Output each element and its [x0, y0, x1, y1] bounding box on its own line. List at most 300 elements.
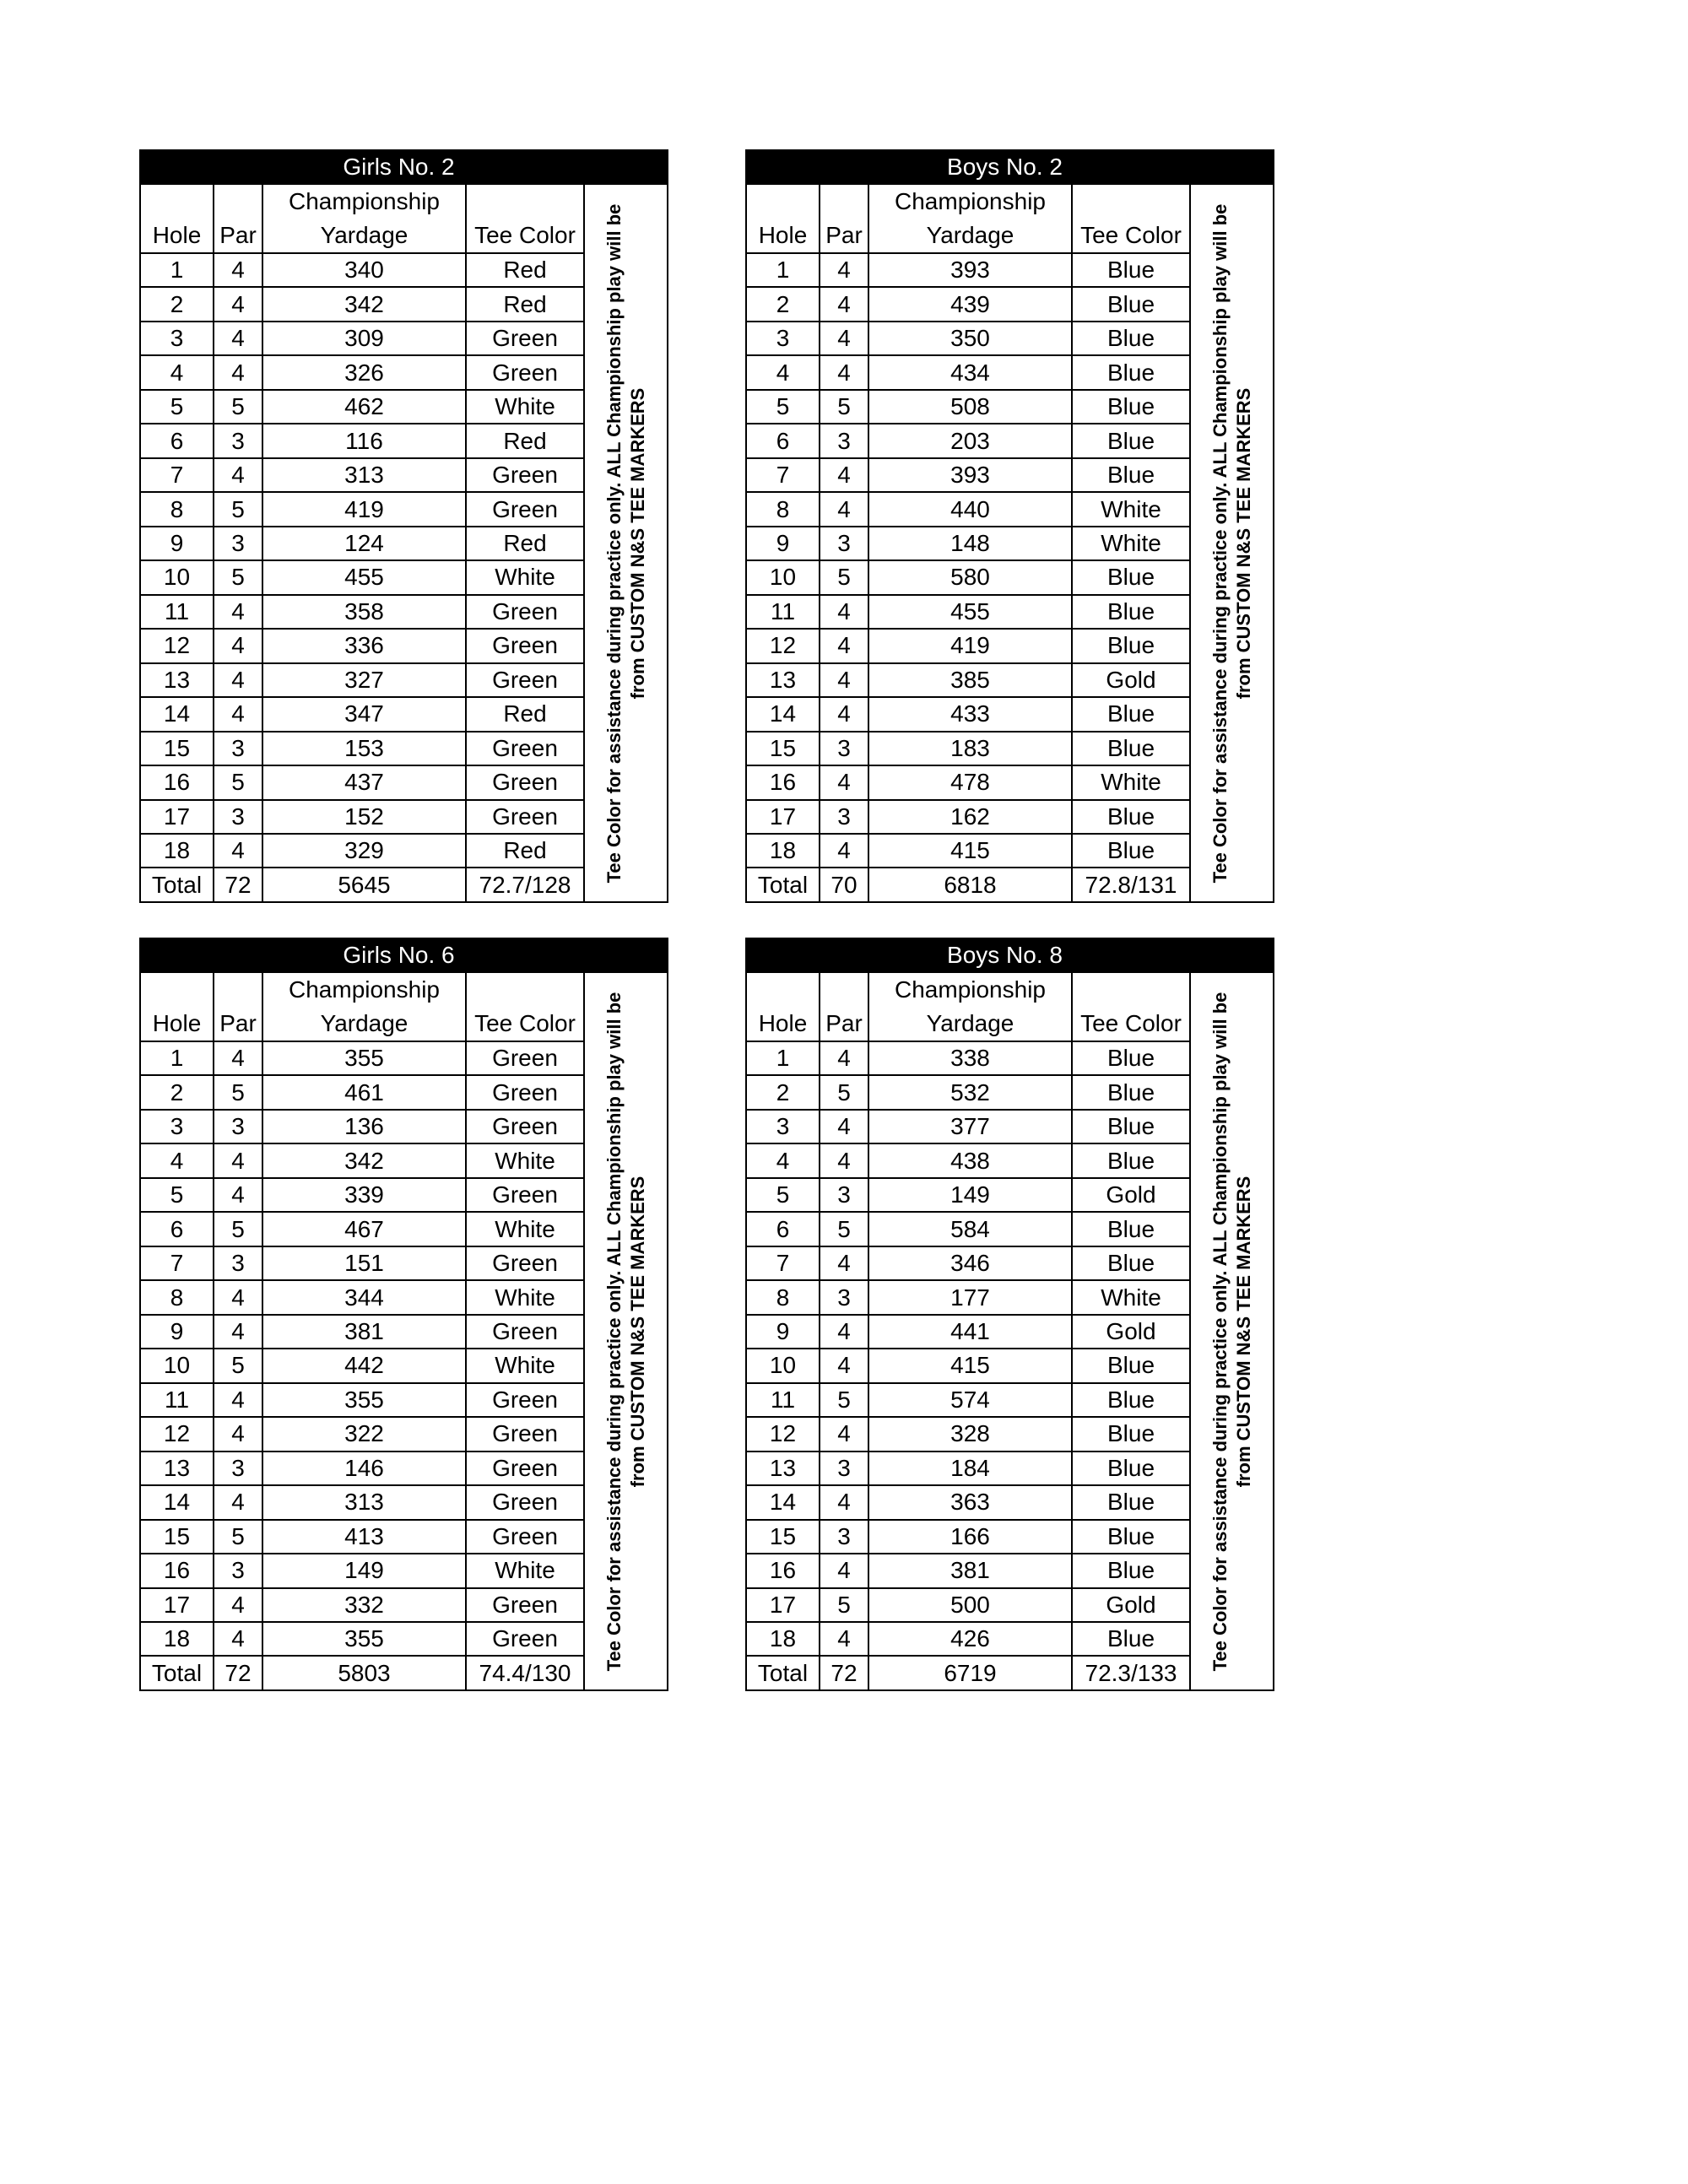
par-cell: 4: [214, 253, 262, 287]
hole-cell: 5: [746, 390, 820, 424]
par-cell: 4: [820, 697, 868, 731]
tee-color-cell: Blue: [1072, 595, 1190, 629]
par-cell: 3: [214, 1554, 262, 1587]
par-cell: 4: [214, 1178, 262, 1212]
card-title: Girls No. 2: [214, 150, 584, 184]
yardage-cell: 184: [868, 1451, 1072, 1485]
tee-color-cell: Blue: [1072, 458, 1190, 492]
tee-color-cell: Blue: [1072, 834, 1190, 868]
total-par: 72: [214, 1656, 262, 1690]
hole-cell: 2: [746, 287, 820, 321]
yardage-cell: 393: [868, 458, 1072, 492]
hole-cell: 17: [140, 1588, 214, 1622]
yardage-cell: 332: [262, 1588, 466, 1622]
hole-cell: 15: [140, 1520, 214, 1554]
yardage-cell: 478: [868, 765, 1072, 799]
total-yardage: 5645: [262, 868, 466, 902]
tee-color-cell: Green: [466, 1451, 584, 1485]
hole-cell: 9: [140, 1315, 214, 1349]
par-cell: 4: [820, 1246, 868, 1280]
tee-color-cell: Blue: [1072, 253, 1190, 287]
par-cell: 4: [214, 1588, 262, 1622]
yardage-cell: 467: [262, 1212, 466, 1246]
yardage-cell: 381: [868, 1554, 1072, 1587]
hole-cell: 1: [746, 1041, 820, 1075]
tee-color-cell: Green: [466, 800, 584, 834]
par-cell: 4: [214, 1383, 262, 1417]
yardage-cell: 327: [262, 663, 466, 697]
tee-color-cell: Blue: [1072, 1383, 1190, 1417]
hole-cell: 13: [140, 663, 214, 697]
tee-color-cell: Blue: [1072, 1485, 1190, 1519]
scorecard-table: [139, 149, 668, 903]
par-cell: 4: [820, 1554, 868, 1587]
yardage-cell: 329: [262, 834, 466, 868]
hole-cell: 3: [140, 322, 214, 355]
yardage-header-line2: Yardage: [868, 1007, 1072, 1041]
hole-cell: 13: [746, 663, 820, 697]
yardage-header-line1: Championship: [868, 184, 1072, 219]
yardage-cell: 328: [868, 1417, 1072, 1451]
tee-color-cell: Blue: [1072, 697, 1190, 731]
hole-cell: 7: [746, 1246, 820, 1280]
tee-color-cell: White: [466, 1143, 584, 1177]
par-cell: 4: [820, 322, 868, 355]
tee-color-cell: Green: [466, 1417, 584, 1451]
par-cell: 4: [820, 663, 868, 697]
tee-color-cell: Green: [466, 1622, 584, 1656]
par-cell: 4: [820, 253, 868, 287]
par-cell: 4: [820, 1485, 868, 1519]
yardage-header-line1: Championship: [262, 972, 466, 1007]
par-cell: 3: [214, 732, 262, 765]
yardage-cell: 439: [868, 287, 1072, 321]
yardage-header-line1: Championship: [262, 184, 466, 219]
tee-color-cell: Green: [466, 1485, 584, 1519]
hole-cell: 8: [746, 492, 820, 526]
par-header: Par: [820, 1007, 868, 1041]
par-cell: 4: [820, 1041, 868, 1075]
hole-cell: 9: [140, 527, 214, 560]
tee-color-cell: Green: [466, 1178, 584, 1212]
par-cell: 3: [820, 732, 868, 765]
par-cell: 3: [214, 1451, 262, 1485]
yardage-cell: 344: [262, 1280, 466, 1314]
card-title: Boys No. 2: [820, 150, 1190, 184]
par-cell: 3: [820, 1520, 868, 1554]
tee-color-cell: White: [1072, 492, 1190, 526]
yardage-cell: 146: [262, 1451, 466, 1485]
yardage-cell: 508: [868, 390, 1072, 424]
hole-cell: 10: [140, 1349, 214, 1382]
hole-cell: 5: [140, 390, 214, 424]
tee-color-cell: Green: [466, 1383, 584, 1417]
yardage-cell: 136: [262, 1110, 466, 1143]
yardage-cell: 434: [868, 355, 1072, 389]
yardage-cell: 381: [262, 1315, 466, 1349]
yardage-cell: 433: [868, 697, 1072, 731]
par-cell: 5: [820, 1075, 868, 1109]
total-yardage: 5803: [262, 1656, 466, 1690]
hole-cell: 6: [746, 1212, 820, 1246]
yardage-header-line2: Yardage: [868, 219, 1072, 253]
hole-cell: 14: [140, 1485, 214, 1519]
card-title: Girls No. 6: [214, 938, 584, 972]
yardage-cell: 426: [868, 1622, 1072, 1656]
yardage-cell: 313: [262, 1485, 466, 1519]
par-cell: 3: [820, 527, 868, 560]
hole-cell: 10: [746, 1349, 820, 1382]
par-cell: 5: [820, 1383, 868, 1417]
par-cell: 4: [214, 697, 262, 731]
par-cell: 4: [820, 765, 868, 799]
tee-color-cell: Red: [466, 834, 584, 868]
par-cell: 4: [214, 355, 262, 389]
par-cell: 5: [820, 390, 868, 424]
yardage-cell: 415: [868, 834, 1072, 868]
hole-cell: 10: [746, 560, 820, 594]
tee-color-cell: Blue: [1072, 287, 1190, 321]
tee-color-cell: White: [466, 1212, 584, 1246]
yardage-header-line2: Yardage: [262, 1007, 466, 1041]
tee-color-cell: Blue: [1072, 629, 1190, 662]
hole-header: Hole: [746, 219, 820, 253]
yardage-cell: 116: [262, 424, 466, 457]
hole-cell: 14: [746, 1485, 820, 1519]
tee-color-cell: Blue: [1072, 1110, 1190, 1143]
yardage-cell: 151: [262, 1246, 466, 1280]
tee-color-cell: Blue: [1072, 1417, 1190, 1451]
yardage-cell: 326: [262, 355, 466, 389]
hole-cell: 1: [746, 253, 820, 287]
hole-cell: 17: [140, 800, 214, 834]
yardage-cell: 442: [262, 1349, 466, 1382]
hole-cell: 4: [746, 1143, 820, 1177]
hole-cell: 11: [140, 595, 214, 629]
yardage-cell: 355: [262, 1041, 466, 1075]
hole-cell: 4: [140, 1143, 214, 1177]
par-cell: 3: [820, 1280, 868, 1314]
par-cell: 5: [214, 1349, 262, 1382]
tee-color-cell: Green: [466, 663, 584, 697]
tee-color-cell: Blue: [1072, 1622, 1190, 1656]
scorecard-boys-no-2: [745, 149, 1273, 903]
yardage-cell: 322: [262, 1417, 466, 1451]
hole-cell: 2: [746, 1075, 820, 1109]
hole-cell: 10: [140, 560, 214, 594]
tee-color-header: Tee Color: [466, 1007, 584, 1041]
tee-color-cell: Blue: [1072, 1520, 1190, 1554]
hole-cell: 7: [140, 1246, 214, 1280]
par-cell: 4: [820, 1315, 868, 1349]
par-cell: 4: [214, 458, 262, 492]
hole-cell: 9: [746, 527, 820, 560]
yardage-cell: 203: [868, 424, 1072, 457]
note-line-2: from CUSTOM N&S TEE MARKERS: [1232, 387, 1254, 699]
hole-cell: 18: [746, 834, 820, 868]
yardage-cell: 346: [868, 1246, 1072, 1280]
tee-color-header: Tee Color: [466, 219, 584, 253]
par-cell: 4: [214, 1485, 262, 1519]
tee-color-cell: Blue: [1072, 1212, 1190, 1246]
hole-cell: 2: [140, 1075, 214, 1109]
tee-color-cell: Green: [466, 1041, 584, 1075]
tee-color-cell: Blue: [1072, 732, 1190, 765]
yardage-cell: 419: [868, 629, 1072, 662]
yardage-cell: 336: [262, 629, 466, 662]
yardage-cell: 363: [868, 1485, 1072, 1519]
hole-cell: 15: [746, 732, 820, 765]
hole-cell: 5: [746, 1178, 820, 1212]
par-cell: 5: [214, 1520, 262, 1554]
par-cell: 5: [214, 492, 262, 526]
tee-color-cell: Green: [466, 355, 584, 389]
par-cell: 4: [214, 1143, 262, 1177]
scorecard-table: [745, 938, 1274, 1691]
scorecard-table: [139, 938, 668, 1691]
tee-color-cell: Green: [466, 732, 584, 765]
yardage-cell: 377: [868, 1110, 1072, 1143]
tee-color-cell: Blue: [1072, 1554, 1190, 1587]
par-cell: 3: [820, 1451, 868, 1485]
par-cell: 3: [214, 800, 262, 834]
total-label: Total: [140, 868, 214, 902]
note-line-2: from CUSTOM N&S TEE MARKERS: [1232, 1176, 1254, 1487]
tee-color-cell: Red: [466, 424, 584, 457]
par-cell: 3: [820, 424, 868, 457]
hole-cell: 3: [140, 1110, 214, 1143]
hole-cell: 18: [140, 834, 214, 868]
yardage-cell: 152: [262, 800, 466, 834]
yardage-cell: 347: [262, 697, 466, 731]
yardage-cell: 340: [262, 253, 466, 287]
tee-color-cell: White: [1072, 765, 1190, 799]
hole-cell: 15: [140, 732, 214, 765]
par-cell: 4: [820, 492, 868, 526]
tee-color-cell: Blue: [1072, 1041, 1190, 1075]
par-cell: 4: [214, 1622, 262, 1656]
tee-color-cell: Blue: [1072, 424, 1190, 457]
note-line-1: Tee Color for assistance during practice only. ALL Championship play will be: [603, 203, 625, 883]
par-cell: 4: [214, 629, 262, 662]
yardage-cell: 440: [868, 492, 1072, 526]
par-cell: 5: [214, 1075, 262, 1109]
hole-cell: 17: [746, 800, 820, 834]
hole-cell: 14: [746, 697, 820, 731]
course-rating: 72.3/133: [1072, 1656, 1190, 1690]
tee-color-cell: Blue: [1072, 1075, 1190, 1109]
tee-color-cell: Green: [466, 458, 584, 492]
tee-color-cell: Blue: [1072, 1143, 1190, 1177]
hole-cell: 8: [140, 492, 214, 526]
tee-color-cell: Green: [466, 1110, 584, 1143]
hole-cell: 2: [140, 287, 214, 321]
total-label: Total: [746, 1656, 820, 1690]
yardage-cell: 455: [262, 560, 466, 594]
yardage-cell: 500: [868, 1588, 1072, 1622]
tee-color-cell: Blue: [1072, 1349, 1190, 1382]
tee-color-cell: Green: [466, 322, 584, 355]
tee-color-cell: Green: [466, 1246, 584, 1280]
par-cell: 4: [214, 1315, 262, 1349]
hole-cell: 1: [140, 1041, 214, 1075]
scorecard-table: [745, 149, 1274, 903]
yardage-cell: 438: [868, 1143, 1072, 1177]
yardage-cell: 149: [262, 1554, 466, 1587]
par-cell: 4: [820, 355, 868, 389]
par-cell: 4: [214, 1280, 262, 1314]
tee-color-cell: Blue: [1072, 322, 1190, 355]
yardage-cell: 166: [868, 1520, 1072, 1554]
hole-cell: 12: [140, 629, 214, 662]
tee-color-cell: Green: [466, 1588, 584, 1622]
tee-color-cell: Blue: [1072, 800, 1190, 834]
tee-color-cell: Red: [466, 697, 584, 731]
par-cell: 4: [214, 595, 262, 629]
tee-color-cell: White: [466, 1349, 584, 1382]
total-yardage: 6719: [868, 1656, 1072, 1690]
yardage-cell: 153: [262, 732, 466, 765]
hole-cell: 12: [140, 1417, 214, 1451]
total-yardage: 6818: [868, 868, 1072, 902]
yardage-cell: 574: [868, 1383, 1072, 1417]
scorecard-girls-no-6: [139, 938, 667, 1691]
scorecard-girls-no-2: [139, 149, 667, 903]
hole-cell: 1: [140, 253, 214, 287]
par-cell: 3: [820, 1178, 868, 1212]
par-cell: 4: [214, 1041, 262, 1075]
note-line-1: Tee Color for assistance during practice only. ALL Championship play will be: [603, 992, 625, 1671]
hole-cell: 3: [746, 1110, 820, 1143]
par-cell: 5: [214, 560, 262, 594]
par-cell: 4: [214, 322, 262, 355]
hole-cell: 16: [140, 765, 214, 799]
tee-color-cell: Blue: [1072, 355, 1190, 389]
tee-color-cell: White: [466, 390, 584, 424]
course-rating: 74.4/130: [466, 1656, 584, 1690]
tee-color-header: Tee Color: [1072, 1007, 1190, 1041]
par-cell: 4: [820, 1622, 868, 1656]
par-cell: 4: [820, 458, 868, 492]
tee-color-cell: White: [1072, 527, 1190, 560]
tee-color-cell: White: [466, 1280, 584, 1314]
par-cell: 4: [214, 834, 262, 868]
par-cell: 5: [214, 1212, 262, 1246]
par-cell: 5: [820, 1212, 868, 1246]
par-cell: 3: [214, 527, 262, 560]
par-header: Par: [214, 1007, 262, 1041]
tee-color-cell: Gold: [1072, 1178, 1190, 1212]
par-cell: 4: [820, 1349, 868, 1382]
yardage-cell: 441: [868, 1315, 1072, 1349]
yardage-cell: 124: [262, 527, 466, 560]
hole-cell: 8: [746, 1280, 820, 1314]
total-label: Total: [140, 1656, 214, 1690]
tee-color-cell: Gold: [1072, 1588, 1190, 1622]
par-header: Par: [820, 219, 868, 253]
par-cell: 3: [214, 1246, 262, 1280]
yardage-cell: 393: [868, 253, 1072, 287]
hole-cell: 13: [140, 1451, 214, 1485]
tee-color-cell: Green: [466, 1315, 584, 1349]
par-cell: 4: [820, 1110, 868, 1143]
hole-cell: 4: [746, 355, 820, 389]
yardage-cell: 350: [868, 322, 1072, 355]
total-par: 72: [214, 868, 262, 902]
hole-cell: 3: [746, 322, 820, 355]
tee-color-cell: Green: [466, 1520, 584, 1554]
hole-cell: 9: [746, 1315, 820, 1349]
tee-color-cell: White: [1072, 1280, 1190, 1314]
hole-cell: 12: [746, 629, 820, 662]
yardage-cell: 309: [262, 322, 466, 355]
tee-color-note: [1190, 972, 1274, 1690]
par-cell: 4: [214, 1417, 262, 1451]
note-line-2: from CUSTOM N&S TEE MARKERS: [626, 387, 648, 699]
par-cell: 5: [820, 1588, 868, 1622]
tee-color-cell: Green: [466, 629, 584, 662]
hole-cell: 11: [746, 1383, 820, 1417]
hole-cell: 8: [140, 1280, 214, 1314]
yardage-cell: 532: [868, 1075, 1072, 1109]
hole-cell: 16: [746, 1554, 820, 1587]
hole-cell: 18: [140, 1622, 214, 1656]
tee-color-note: [584, 972, 668, 1690]
yardage-cell: 339: [262, 1178, 466, 1212]
par-cell: 5: [214, 390, 262, 424]
yardage-cell: 148: [868, 527, 1072, 560]
yardage-cell: 413: [262, 1520, 466, 1554]
tee-color-cell: Blue: [1072, 1246, 1190, 1280]
total-label: Total: [746, 868, 820, 902]
hole-cell: 5: [140, 1178, 214, 1212]
tee-color-cell: Green: [466, 1075, 584, 1109]
tee-color-cell: Green: [466, 765, 584, 799]
tee-color-cell: Red: [466, 287, 584, 321]
yardage-cell: 355: [262, 1622, 466, 1656]
total-par: 72: [820, 1656, 868, 1690]
par-cell: 4: [214, 287, 262, 321]
hole-cell: 4: [140, 355, 214, 389]
yardage-cell: 385: [868, 663, 1072, 697]
hole-cell: 6: [746, 424, 820, 457]
par-cell: 4: [820, 595, 868, 629]
yardage-cell: 584: [868, 1212, 1072, 1246]
note-line-2: from CUSTOM N&S TEE MARKERS: [626, 1176, 648, 1487]
total-par: 70: [820, 868, 868, 902]
par-cell: 4: [820, 287, 868, 321]
yardage-cell: 580: [868, 560, 1072, 594]
par-cell: 4: [820, 834, 868, 868]
yardage-cell: 358: [262, 595, 466, 629]
hole-cell: 12: [746, 1417, 820, 1451]
par-cell: 4: [820, 629, 868, 662]
yardage-cell: 313: [262, 458, 466, 492]
hole-header: Hole: [140, 1007, 214, 1041]
hole-cell: 16: [140, 1554, 214, 1587]
par-cell: 3: [214, 1110, 262, 1143]
yardage-cell: 461: [262, 1075, 466, 1109]
hole-cell: 6: [140, 1212, 214, 1246]
par-cell: 4: [214, 663, 262, 697]
tee-color-header: Tee Color: [1072, 219, 1190, 253]
hole-cell: 6: [140, 424, 214, 457]
hole-cell: 7: [140, 458, 214, 492]
hole-cell: 15: [746, 1520, 820, 1554]
card-title: Boys No. 8: [820, 938, 1190, 972]
yardage-cell: 437: [262, 765, 466, 799]
yardage-cell: 419: [262, 492, 466, 526]
